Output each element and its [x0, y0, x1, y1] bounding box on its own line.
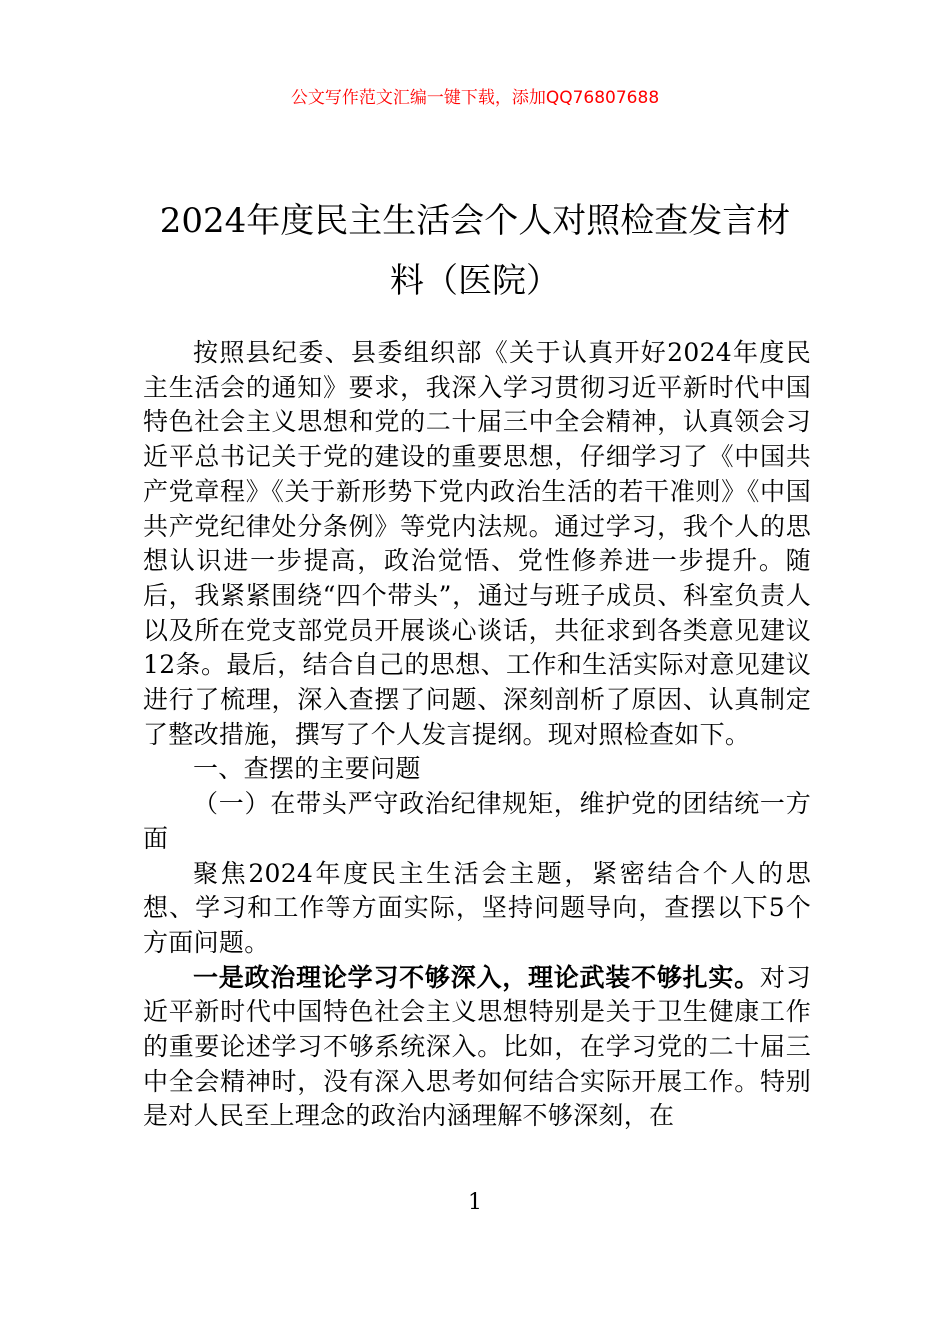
body-paragraph-3: 聚焦2024年度民主生活会主题，紧密结合个人的思想、学习和工作等方面实际，坚持问题导向，查摆以下5个方面问题。 — [143, 858, 811, 957]
title-line-2: 料（医院） — [390, 260, 560, 301]
document-body — [143, 336, 811, 1134]
paragraph-4-text: 对习近平新时代中国特色社会主义思想特别是关于卫生健康工作的重要论述学习不够系统深入。比如，在学习党的二十届三中全会精神时，没有深入思考如何结合实际开展工作。特别是对人民至上理念的政治内涵理解不够深刻，在 — [143, 962, 811, 1131]
section-heading-1: 一、查摆的主要问题 — [193, 754, 421, 784]
body-paragraph-4 — [143, 961, 811, 1135]
paragraph-4-lead: 一是政治理论学习不够深入，理论武装不够扎实。 — [193, 962, 760, 992]
document-title — [143, 191, 807, 311]
title-line-1: 2024年度民主生活会个人对照检查发言材 — [159, 200, 791, 241]
watermark-text: 公文写作范文汇编一键下载，添加QQ76807688 — [290, 88, 660, 108]
intro-paragraph: 按照县纪委、县委组织部《关于认真开好2024年度民主生活会的通知》要求，我深入学习贯彻习近平新时代中国特色社会主义思想和党的二十届三中全会精神，认真领会习近平总书记关于党的建设的重要思想，仔细学习了《中国共产党章程》《关于新形势下党内政治生活的若干准则》《中国共产党纪律处分条例》等党内法规。通过学习，我个人的思想认识进一步提高，政治觉悟、党性修养进一步提升。随后，我紧紧围绕“四个带头”，通过与班子成员、科室负责人以及所在党支部党员开展谈心谈话，共征求到各类意见建议12条。最后，结合自己的思想、工作和生活实际对意见建议进行了梳理，深入查摆了问题、深刻剖析了原因、认真制定了整改措施，撰写了个人发言提纲。现对照检查如下。 — [143, 338, 811, 749]
page-number: 1 — [468, 1190, 482, 1215]
section-heading-2: （一）在带头严守政治纪律规矩，维护党的团结统一方面 — [143, 789, 811, 853]
